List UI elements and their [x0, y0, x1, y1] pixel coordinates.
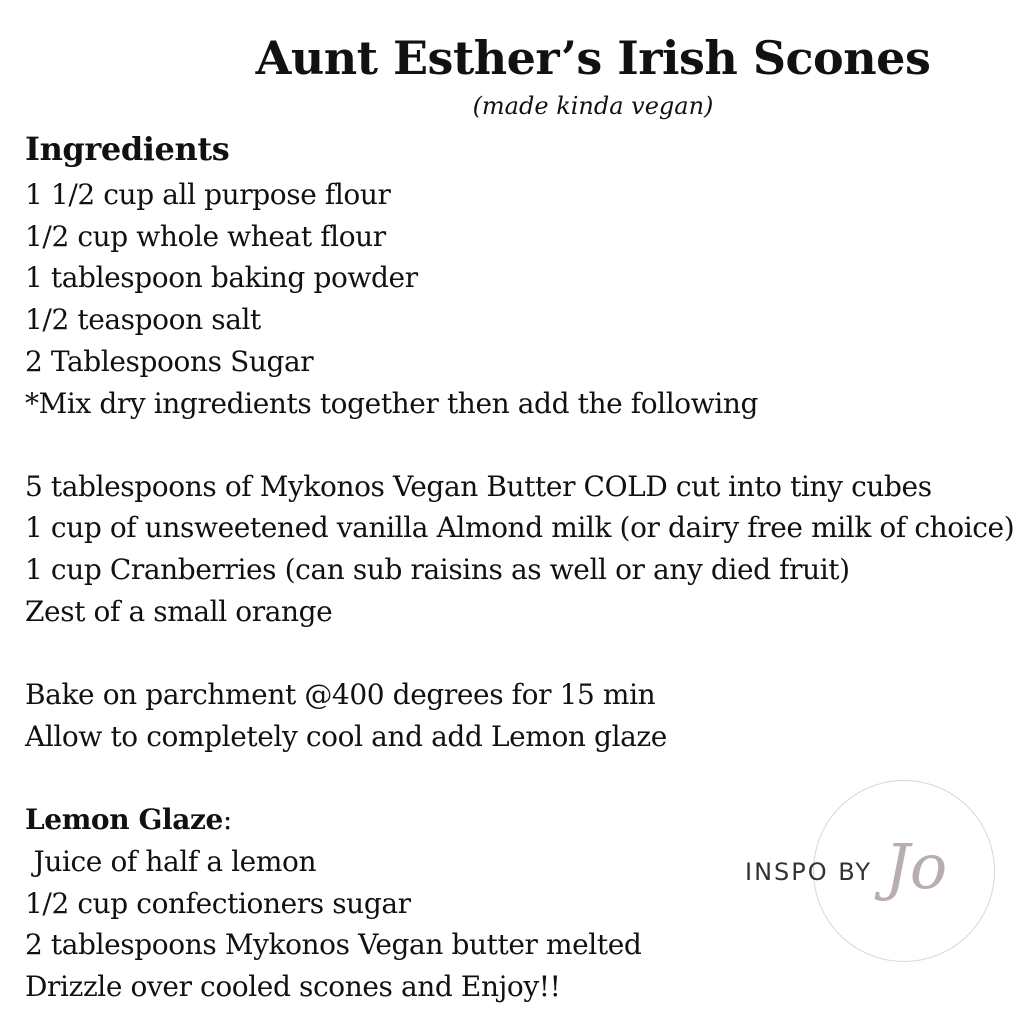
ingredient-line: 1 1/2 cup all purpose flour — [25, 178, 391, 211]
wet-ingredient-line: 1 cup Cranberries (can sub raisins as well or any died fruit) — [25, 553, 850, 586]
page-subtitle: (made kinda vegan) — [472, 92, 714, 120]
ingredient-line: 2 Tablespoons Sugar — [25, 345, 314, 378]
glaze-line: Juice of half a lemon — [25, 845, 317, 878]
page-title: Aunt Esther’s Irish Scones — [255, 31, 931, 85]
glaze-heading-label: Lemon Glaze — [25, 803, 223, 836]
glaze-line: Drizzle over cooled scones and Enjoy!! — [25, 970, 561, 1003]
glaze-line: 2 tablespoons Mykonos Vegan butter melted — [25, 928, 642, 961]
baking-line: Allow to completely cool and add Lemon glaze — [25, 720, 667, 753]
wet-ingredient-line: 5 tablespoons of Mykonos Vegan Butter COLD cut into tiny cubes — [25, 470, 932, 503]
glaze-heading-colon: : — [222, 803, 232, 836]
baking-line: Bake on parchment @400 degrees for 15 min — [25, 678, 656, 711]
ingredient-line: 1 tablespoon baking powder — [25, 261, 418, 294]
glaze-heading — [25, 803, 232, 837]
logo-script: Jo — [885, 830, 948, 903]
wet-ingredient-line: 1 cup of unsweetened vanilla Almond milk (or dairy free milk of choice) — [25, 511, 1015, 544]
glaze-line: 1/2 cup confectioners sugar — [25, 887, 411, 920]
logo-text: INSPO BY — [745, 858, 873, 886]
wet-ingredient-line: Zest of a small orange — [25, 595, 333, 628]
ingredient-line: 1/2 cup whole wheat flour — [25, 220, 386, 253]
brand-logo — [745, 800, 1005, 960]
ingredients-heading: Ingredients — [25, 130, 230, 168]
ingredient-note: *Mix dry ingredients together then add the following — [25, 387, 759, 420]
ingredient-line: 1/2 teaspoon salt — [25, 303, 261, 336]
